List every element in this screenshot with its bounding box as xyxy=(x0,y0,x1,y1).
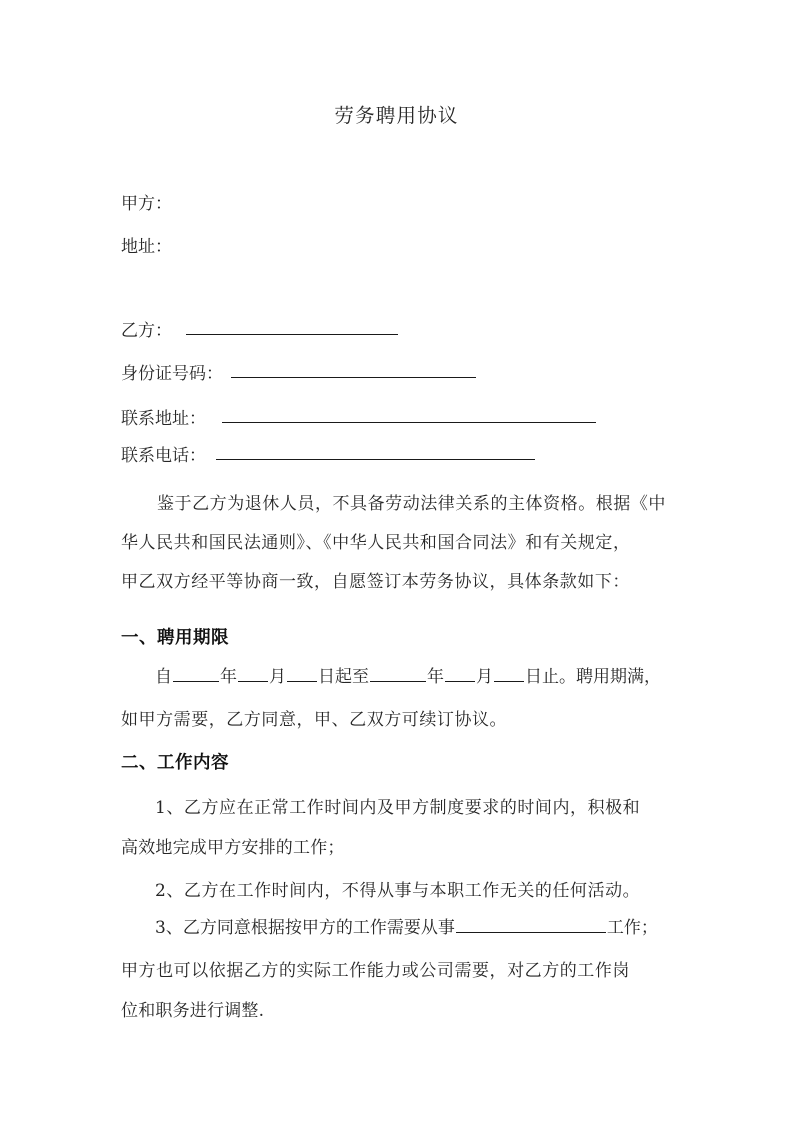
preamble-line-3: 甲乙双方经平等协商一致，自愿签订本劳务协议，具体条款如下： xyxy=(121,572,630,592)
party-b-contact-phone-fill-rule[interactable] xyxy=(216,459,535,460)
party-b-contact-address-label: 联系地址： xyxy=(121,409,206,429)
section-1-line-1: 如甲方需要，乙方同意，甲、乙双方可续订协议。 xyxy=(121,710,508,730)
end-month-blank[interactable] xyxy=(445,665,475,682)
preamble-line-1: 鉴于乙方为退休人员，不具备劳动法律关系的主体资格。根据《中 xyxy=(157,494,666,514)
party-b-id-label: 身份证号码： xyxy=(121,364,223,384)
section-2-item-2-line-1: 2、乙方在工作时间内，不得从事与本职工作无关的任何活动。 xyxy=(155,881,641,901)
term-month-label-2: 月 xyxy=(476,667,493,688)
page-title: 劳务聘用协议 xyxy=(334,104,459,127)
end-day-blank[interactable] xyxy=(494,665,524,682)
term-prefix: 自 xyxy=(155,667,172,688)
section-heading-2: 二、工作内容 xyxy=(121,753,229,773)
preamble-line-2: 华人民共和国民法通则》、《中华人民共和国合同法》和有关规定， xyxy=(121,533,631,553)
party-b-contact-phone-label: 联系电话： xyxy=(121,446,206,466)
section-2-item-1-line-1: 1、乙方应在正常工作时间内及甲方制度要求的时间内，积极和 xyxy=(155,798,641,818)
term-fill-line xyxy=(155,665,661,686)
term-year-label: 年 xyxy=(220,667,237,688)
start-month-blank[interactable] xyxy=(238,665,268,682)
party-b-name-label: 乙方： xyxy=(121,321,172,341)
start-year-blank[interactable] xyxy=(173,665,219,682)
term-day-start: 日起至 xyxy=(318,667,369,688)
term-year-label-2: 年 xyxy=(427,667,444,688)
end-year-blank[interactable] xyxy=(370,665,426,682)
job-position-blank[interactable] xyxy=(456,916,606,933)
party-b-contact-address-fill-rule[interactable] xyxy=(222,422,596,423)
start-day-blank[interactable] xyxy=(287,665,317,682)
party-a-name-label: 甲方： xyxy=(121,194,172,214)
party-a-address-label: 地址： xyxy=(121,237,172,257)
section-2-item-3-line-2: 甲方也可以依据乙方的实际工作能力或公司需要，对乙方的工作岗 xyxy=(121,961,630,981)
term-month-label: 月 xyxy=(269,667,286,688)
item-3-suffix: 工作； xyxy=(606,918,658,939)
section-2-item-3-line-1 xyxy=(155,916,658,937)
section-2-item-1-line-2: 高效地完成甲方安排的工作； xyxy=(121,838,345,858)
section-heading-1: 一、聘用期限 xyxy=(121,628,229,648)
item-3-prefix: 3、乙方同意根据按甲方的工作需要从事 xyxy=(155,918,455,939)
term-day-end: 日止。聘用期满， xyxy=(525,667,661,688)
party-b-name-fill-rule[interactable] xyxy=(186,334,398,335)
section-2-item-3-line-3: 位和职务进行调整. xyxy=(121,1001,265,1021)
party-b-id-fill-rule[interactable] xyxy=(231,377,476,378)
